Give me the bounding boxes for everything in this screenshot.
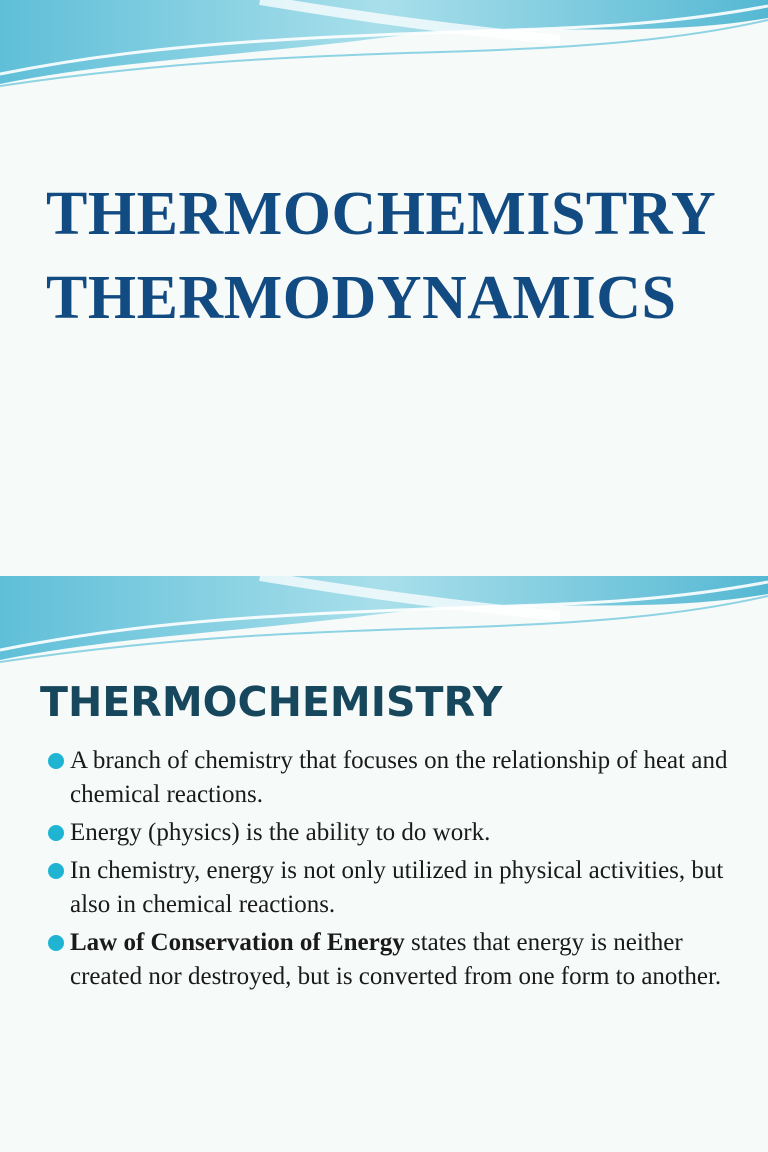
bullet-text: A branch of chemistry that focuses on the relationship of heat and chemical reactions. [70,747,728,808]
slide-title [46,172,716,340]
slide-heading: THERMOCHEMISTRY [40,678,503,726]
bullet-icon [48,825,64,841]
bullet-list [46,744,736,998]
list-item [46,854,736,922]
list-item [46,744,736,812]
bullet-icon [48,935,64,951]
bullet-text: states that energy is neither created nor destroyed, but is converted from one form to another. [70,929,722,990]
bullet-icon [48,863,64,879]
bullet-text: In chemistry, energy is not only utilized in physical activities, but also in chemical reactions. [70,857,724,918]
wave-decoration [0,576,768,676]
list-item [46,926,736,994]
bullet-bold-term: Law of Conservation of Energy [70,929,405,956]
wave-decoration [0,0,768,100]
title-line-1: THERMOCHEMISTRY [46,180,717,248]
bullet-icon [48,753,64,769]
content-slide [0,576,768,1152]
list-item [46,816,736,850]
title-line-2: THERMODYNAMICS [46,264,677,332]
bullet-text: Energy (physics) is the ability to do work. [70,819,491,846]
